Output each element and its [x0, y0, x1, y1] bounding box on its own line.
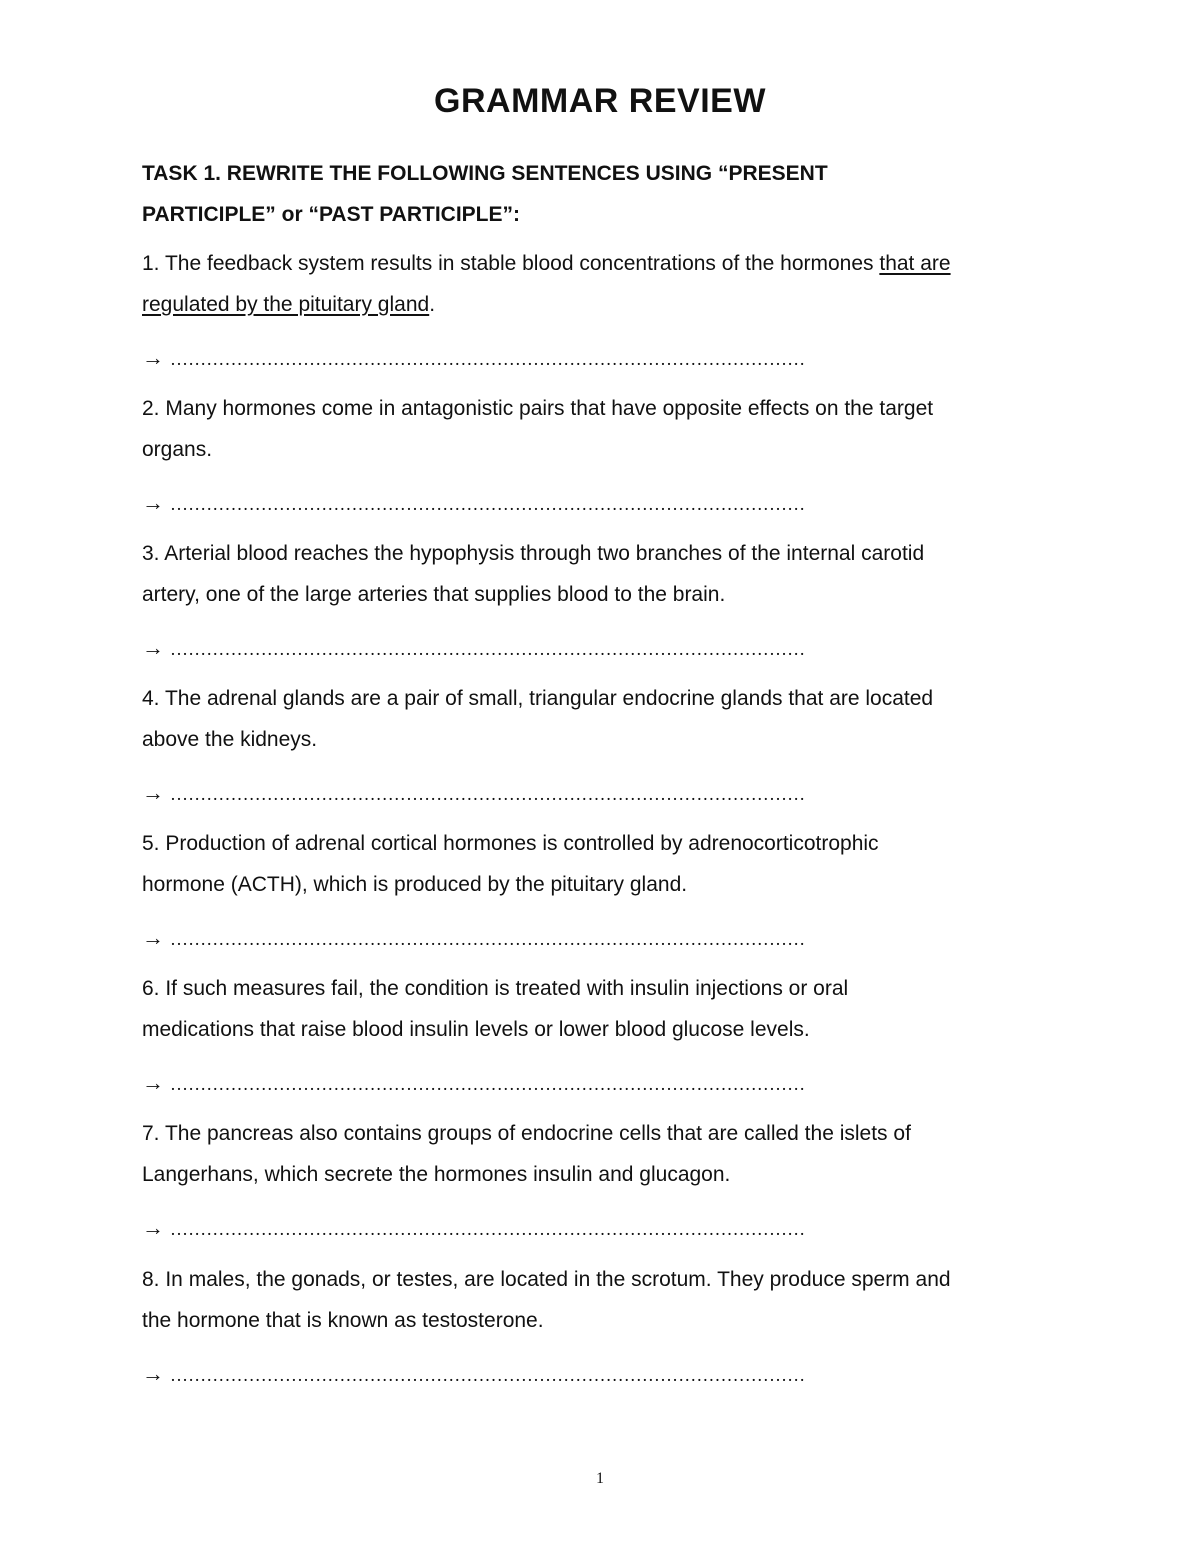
- arrow-icon: →: [142, 925, 164, 950]
- answer-line-3: [142, 634, 1062, 663]
- exercise-item-6-line-1: 6. If such measures fail, the condition is treated with insulin injections or oral: [142, 977, 849, 1000]
- exercise-item-3-line-2: artery, one of the large arteries that supplies blood to the brain.: [142, 583, 726, 606]
- exercise-item-8-line-2: the hormone that is known as testosterone.: [142, 1309, 544, 1332]
- arrow-icon: →: [142, 1361, 164, 1386]
- task-heading-line-2: PARTICIPLE” or “PAST PARTICIPLE”:: [142, 203, 521, 226]
- exercise-item-1-text: 1. The feedback system results in stable blood concentrations of the hormones: [142, 252, 880, 275]
- exercise-item-1-underlined-part-2: regulated by the pituitary gland: [142, 293, 430, 316]
- answer-blank: ……………………………………………………………………………………………: [170, 929, 806, 949]
- arrow-icon: →: [142, 635, 164, 660]
- arrow-icon: →: [142, 1215, 164, 1240]
- task-heading: [142, 153, 1062, 235]
- answer-blank: ……………………………………………………………………………………………: [170, 1365, 806, 1385]
- answer-line-2: [142, 489, 1062, 518]
- answer-line-6: [142, 1069, 1062, 1098]
- answer-blank: ……………………………………………………………………………………………: [170, 349, 806, 369]
- exercise-item-2-line-1: 2. Many hormones come in antagonistic pairs that have opposite effects on the target: [142, 397, 934, 420]
- arrow-icon: →: [142, 1070, 164, 1095]
- exercise-item-5-line-1: 5. Production of adrenal cortical hormones is controlled by adrenocorticotrophic: [142, 832, 879, 855]
- answer-line-8: [142, 1360, 1062, 1389]
- exercise-item-4-line-1: 4. The adrenal glands are a pair of small, triangular endocrine glands that are located: [142, 687, 934, 710]
- exercise-item-7-line-2: Langerhans, which secrete the hormones insulin and glucagon.: [142, 1163, 731, 1186]
- exercise-item-7-line-1: 7. The pancreas also contains groups of endocrine cells that are called the islets of: [142, 1122, 911, 1145]
- arrow-icon: →: [142, 490, 164, 515]
- answer-line-5: [142, 924, 1062, 953]
- answer-line-4: [142, 779, 1062, 808]
- answer-line-7: [142, 1214, 1062, 1243]
- page-number: 1: [596, 1470, 604, 1487]
- exercise-item-8: [142, 1259, 1062, 1341]
- exercise-item-6: [142, 968, 1062, 1050]
- page-title: GRAMMAR REVIEW: [434, 82, 766, 120]
- exercise-item-1: [142, 243, 1062, 325]
- arrow-icon: →: [142, 345, 164, 370]
- exercise-item-2-line-2: organs.: [142, 438, 213, 461]
- answer-blank: ……………………………………………………………………………………………: [170, 1074, 806, 1094]
- answer-blank: ……………………………………………………………………………………………: [170, 1219, 806, 1239]
- exercise-item-1-line-2: [142, 284, 1062, 325]
- exercise-item-1-underlined-part-1: that are: [879, 252, 951, 275]
- exercise-item-1-line-1: [142, 243, 1062, 284]
- arrow-icon: →: [142, 780, 164, 805]
- task-heading-line-1: TASK 1. REWRITE THE FOLLOWING SENTENCES USING “PRESENT: [142, 162, 828, 185]
- answer-blank: ……………………………………………………………………………………………: [170, 639, 806, 659]
- exercise-item-2: [142, 388, 1062, 470]
- exercise-item-3: [142, 533, 1062, 615]
- answer-blank: ……………………………………………………………………………………………: [170, 494, 806, 514]
- exercise-item-3-line-1: 3. Arterial blood reaches the hypophysis through two branches of the internal carotid: [142, 542, 925, 565]
- exercise-item-5: [142, 823, 1062, 905]
- answer-line-1: [142, 344, 1062, 373]
- answer-blank: ……………………………………………………………………………………………: [170, 784, 806, 804]
- exercise-item-7: [142, 1113, 1062, 1195]
- exercise-item-4: [142, 678, 1062, 760]
- exercise-item-6-line-2: medications that raise blood insulin levels or lower blood glucose levels.: [142, 1018, 810, 1041]
- exercise-item-1-period: .: [429, 293, 436, 316]
- exercise-item-4-line-2: above the kidneys.: [142, 728, 318, 751]
- exercise-item-5-line-2: hormone (ACTH), which is produced by the pituitary gland.: [142, 873, 688, 896]
- exercise-item-8-line-1: 8. In males, the gonads, or testes, are located in the scrotum. They produce sperm and: [142, 1268, 951, 1291]
